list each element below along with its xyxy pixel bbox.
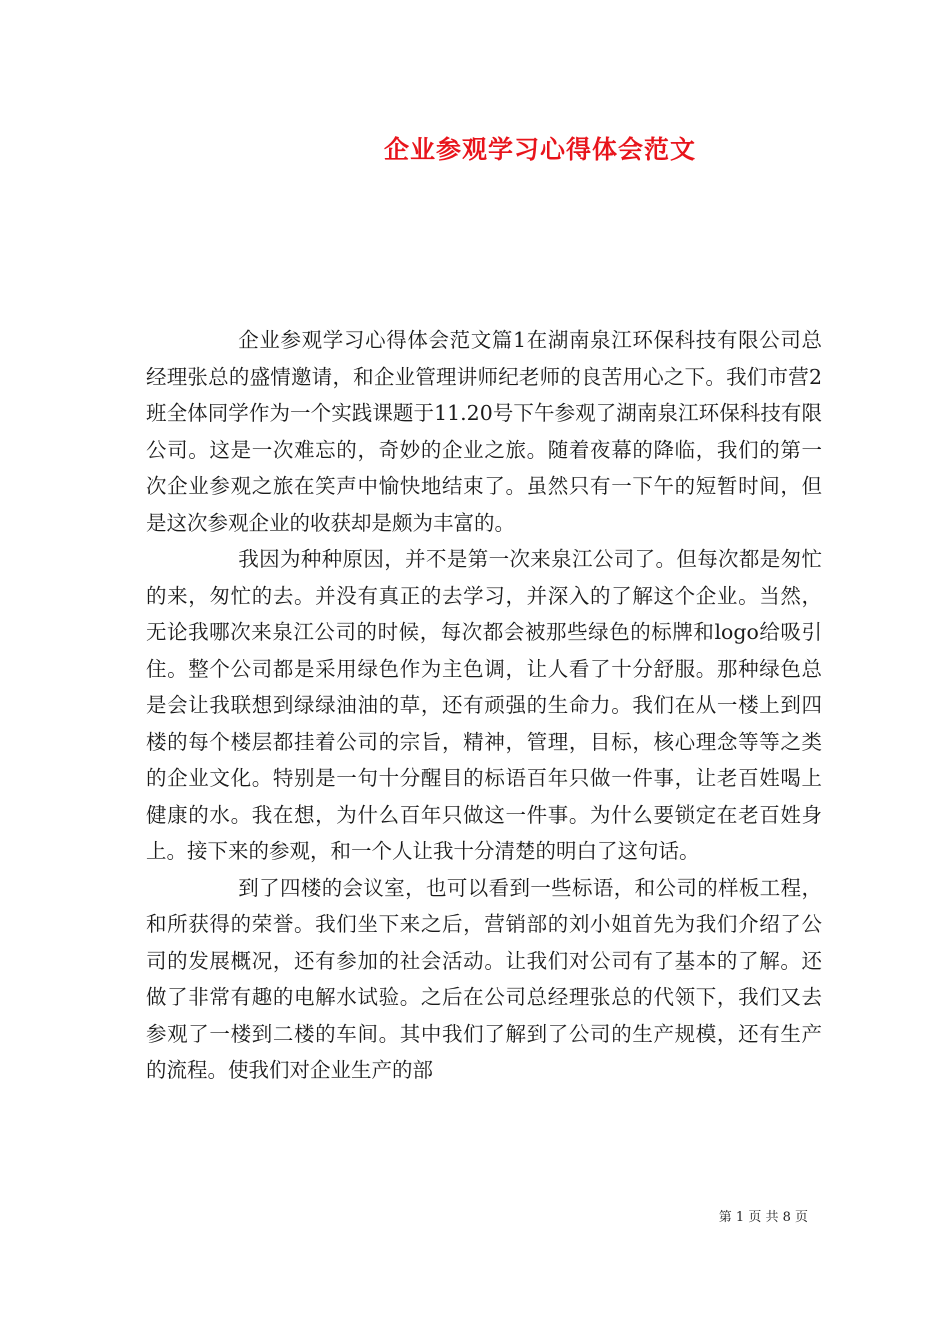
document-body [146,322,822,1089]
paragraph: 企业参观学习心得体会范文篇1在湖南泉江环保科技有限公司总经理张总的盛情邀请，和企业管理讲师纪老师的良苦用心之下。我们市营2班全体同学作为一个实践课题于11.20号下午参观了湖南泉江环保科技有限公司。这是一次难忘的，奇妙的企业之旅。随着夜幕的降临，我们的第一次企业参观之旅在笑声中愉快地结束了。虽然只有一下午的短暂时间，但是这次参观企业的收获却是颇为丰富的。 [146,328,822,535]
paragraph: 到了四楼的会议室，也可以看到一些标语，和公司的样板工程，和所获得的荣誉。我们坐下来之后，营销部的刘小姐首先为我们介绍了公司的发展概况，还有参加的社会活动。让我们对公司有了基本的了解。还做了非常有趣的电解水试验。之后在公司总经理张总的代领下，我们又去参观了一楼到二楼的车间。其中我们了解到了公司的生产规模，还有生产的流程。使我们对企业生产的部 [146,875,822,1082]
paragraph: 我因为种种原因，并不是第一次来泉江公司了。但每次都是匆忙的来，匆忙的去。并没有真正的去学习，并深入的了解这个企业。当然，无论我哪次来泉江公司的时候，每次都会被那些绿色的标牌和logo给吸引住。整个公司都是采用绿色作为主色调，让人看了十分舒服。那种绿色总是会让我联想到绿绿油油的草，还有顽强的生命力。我们在从一楼上到四楼的每个楼层都挂着公司的宗旨，精神，管理，目标，核心理念等等之类的企业文化。特别是一句十分醒目的标语百年只做一件事，让老百姓喝上健康的水。我在想，为什么百年只做这一件事。为什么要锁定在老百姓身上。接下来的参观，和一个人让我十分清楚的明白了这句话。 [146,547,822,863]
document-title: 企业参观学习心得体会范文 [383,135,696,164]
page-number-footer: 第 1 页 共 8 页 [718,1210,808,1225]
